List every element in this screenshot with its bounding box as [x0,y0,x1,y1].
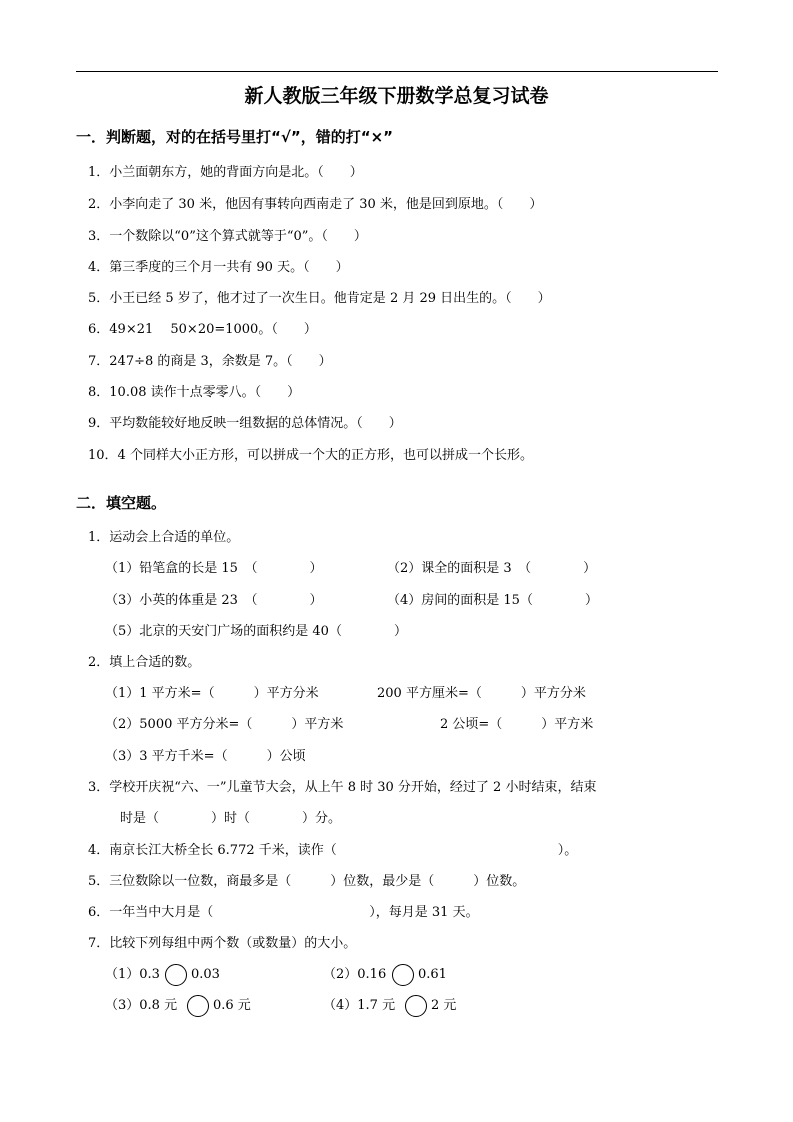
compare-4-right: 2 元 [431,998,457,1013]
compare-2-circle [392,964,414,986]
judgement-item-9: 9．平均数能较好地反映一组数据的总体情况。（ ） [88,416,402,431]
judgement-item-2: 2．小李向走了 30 米，他因有事转向西南走了 30 米，他是回到原地。（ ） [88,197,543,212]
compare-2-right: 0.61 [418,967,447,982]
fill-q2-e: （3）3 平方千米=（ ）公顷 [105,749,306,764]
fill-q1-stem: 1．运动会上合适的单位。 [88,530,240,545]
fill-q1-b: （2）课全的面积是 3 （ ） [387,561,597,576]
fill-q2-d: 2 公顷=（ ）平方米 [440,717,594,732]
fill-q3-line2: 时是（ ）时（ ）分。 [120,811,342,826]
section-heading-judgement: 一．判断题，对的在括号里打“√”，错的打“×” [76,128,394,146]
judgement-item-1: 1．小兰面朝东方，她的背面方向是北。（ ） [88,165,363,180]
fill-q6: 6．一年当中大月是（ ），每月是 31 天。 [88,905,479,920]
fill-q2-b: 200 平方厘米=（ ）平方分米 [377,686,586,701]
judgement-item-6: 6．49×21 50×20=1000。（ ） [88,322,317,337]
compare-4-left: （4）1.7 元 [323,998,396,1013]
fill-q7-stem: 7．比较下列每组中两个数（或数量）的大小。 [88,936,357,951]
compare-3-right: 0.6 元 [213,998,251,1013]
compare-1-right: 0.03 [191,967,220,982]
judgement-item-4: 4．第三季度的三个月一共有 90 天。（ ） [88,260,349,275]
judgement-item-3: 3．一个数除以“0”这个算式就等于“0”。（ ） [88,229,367,244]
fill-q2-stem: 2．填上合适的数。 [88,655,201,670]
fill-q3-line1: 3．学校开庆祝“六、一”儿童节大会，从上午 8 时 30 分开始，经过了 2 小时结束，结束 [88,780,597,795]
fill-q1-c: （3）小英的体重是 23 （ ） [105,593,323,608]
header-rule [76,71,718,72]
fill-q2-c: （2）5000 平方分米=（ ）平方米 [105,717,344,732]
compare-4-circle [405,995,427,1017]
compare-1-left: （1）0.3 [105,967,160,982]
section-heading-fill: 二．填空题。 [76,494,167,512]
compare-3-left: （3）0.8 元 [105,998,178,1013]
fill-q1-d: （4）房间的面积是 15（ ） [387,593,598,608]
page-title: 新人教版三年级下册数学总复习试卷 [244,85,549,107]
fill-q4: 4．南京长江大桥全长 6.772 千米，读作（ ）。 [88,843,578,858]
fill-q1-a: （1）铅笔盒的长是 15 （ ） [105,561,323,576]
fill-q1-e: （5）北京的天安门广场的面积约是 40（ ） [105,624,407,639]
fill-q2-a: （1）1 平方米=（ ）平方分米 [105,686,319,701]
judgement-item-5: 5．小王已经 5 岁了，他才过了一次生日。他肯定是 2 月 29 日出生的。（ ） [88,291,551,306]
judgement-item-7: 7．247÷8 的商是 3，余数是 7。（ ） [88,354,332,369]
fill-q5: 5．三位数除以一位数，商最多是（ ）位数，最少是（ ）位数。 [88,874,526,889]
compare-2-left: （2）0.16 [323,967,387,982]
judgement-item-8: 8．10.08 读作十点零零八。（ ） [88,385,301,400]
compare-3-circle [187,995,209,1017]
compare-1-circle [165,964,187,986]
judgement-item-10: 10．4 个同样大小正方形，可以拼成一个大的正方形，也可以拼成一个长形。 [88,448,533,463]
